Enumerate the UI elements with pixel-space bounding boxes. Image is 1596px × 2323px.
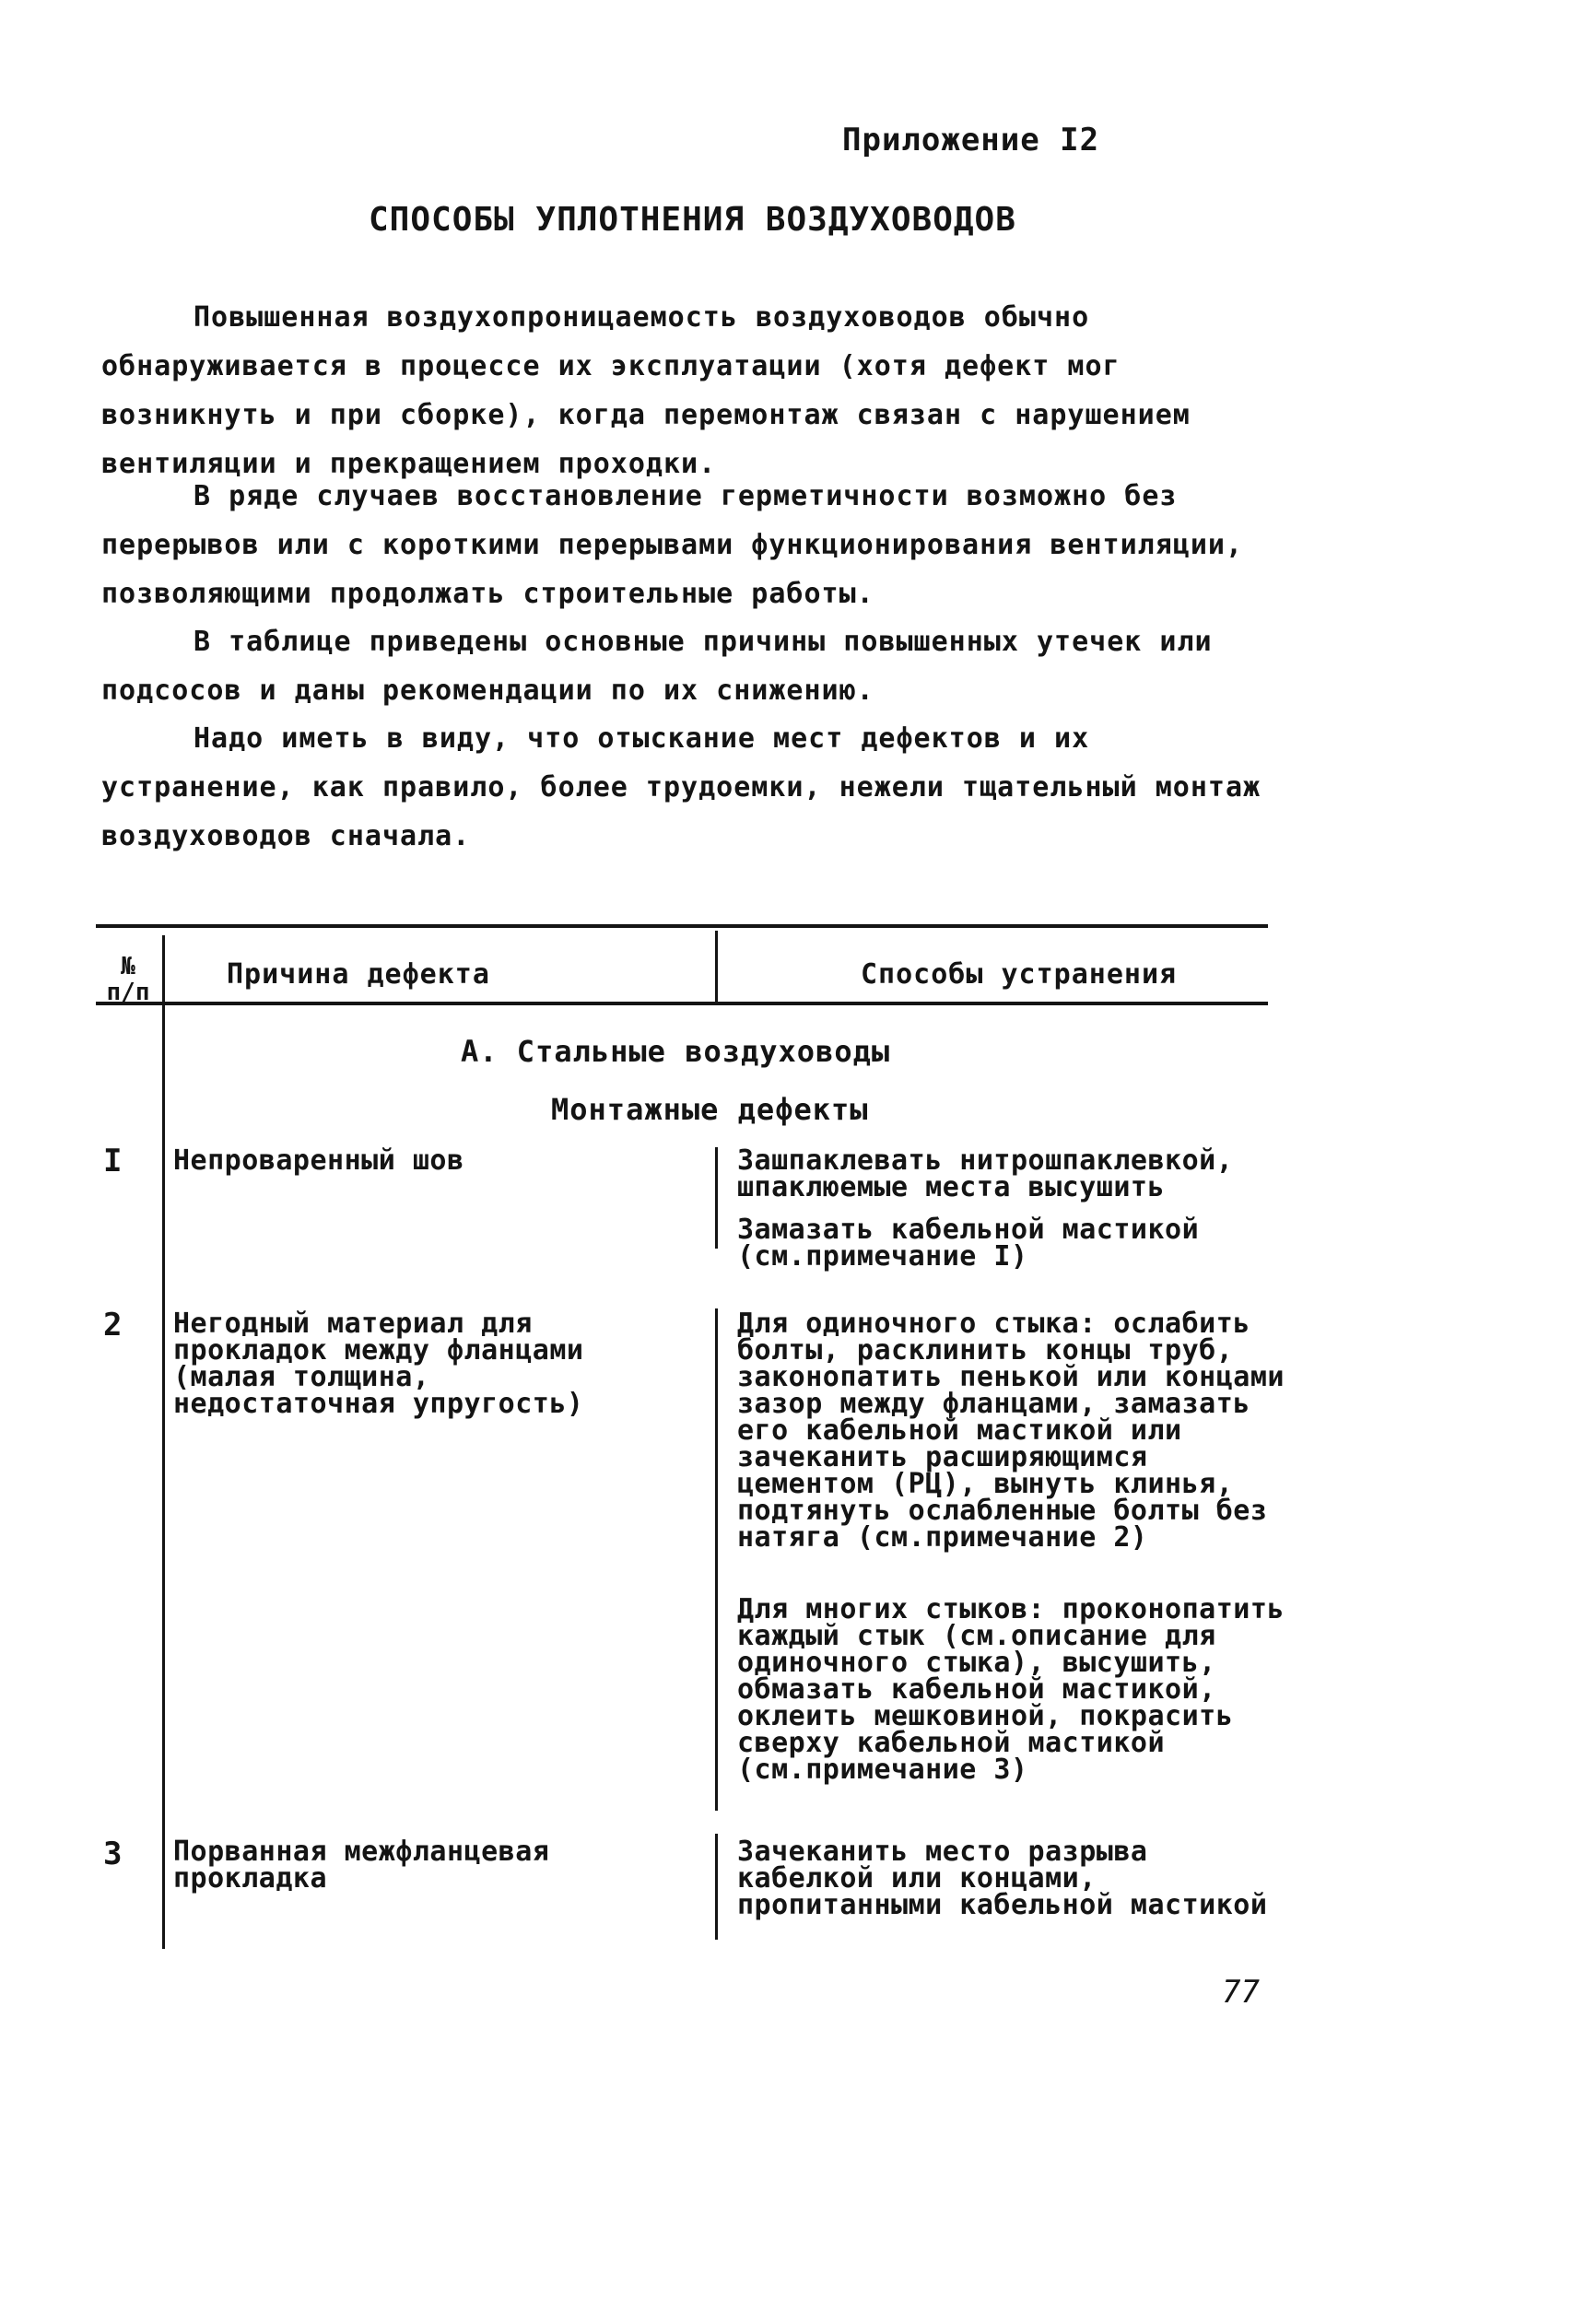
page-number: 77 <box>1222 1974 1260 2011</box>
row-1-remedy-2: Замазать кабельной мастикой (см.примечание I) <box>737 1214 1200 1273</box>
row-3-number: 3 <box>103 1836 123 1872</box>
subsection-title: Монтажные дефекты <box>551 1092 869 1127</box>
column-header-remedy: Способы устранения <box>861 958 1178 991</box>
column-header-cause: Причина дефекта <box>227 958 490 991</box>
table-left-divider <box>162 935 165 1949</box>
row-1-number: I <box>103 1143 123 1179</box>
paragraph-4: Надо иметь в виду, что отыскание мест дефектов и их устранение, как правило, более трудоемки, нежели тщательный монтаж воздуховодов сначала. <box>101 722 1262 852</box>
row-2-remedy-2: Для многих стыков: проконопатить каждый стык (см.описание для одиночного стыка), высушить, обмазать кабельной мастикой, оклеить мешковиной, покрасить сверху кабельной мастикой (см.примечание 3) <box>737 1593 1285 1786</box>
table-header-rule <box>96 1002 1268 1005</box>
table-remedy-divider-2 <box>715 1308 718 1811</box>
table-remedy-divider-1 <box>715 1147 718 1249</box>
paragraph-3: В таблице приведены основные причины повышенных утечек или подсосов и даны рекомендации по их снижению. <box>101 626 1213 707</box>
column-header-number-pp: п/п <box>106 979 150 1006</box>
table-remedy-divider-3 <box>715 1834 718 1940</box>
paragraph-1: Повышенная воздухопроницаемость воздуховодов обычно обнаруживается в процессе их эксплуатации (хотя дефект мог возникнуть и при сборке), когда перемонтаж связан с нарушением вентиляции и прекращением проходки. <box>101 301 1191 480</box>
column-header-number-sign: № <box>121 953 135 980</box>
appendix-label: Приложение I2 <box>842 122 1100 158</box>
row-2-number: 2 <box>103 1307 123 1343</box>
column-header-number <box>96 954 160 1005</box>
row-1-remedy-1: Зашпаклевать нитрошпаклевкой, шпаклюемые места высушить <box>737 1144 1234 1203</box>
document-title: СПОСОБЫ УПЛОТНЕНИЯ ВОЗДУХОВОДОВ <box>369 201 1016 239</box>
section-title: А. Стальные воздуховоды <box>461 1034 891 1069</box>
paragraph-2: В ряде случаев восстановление герметичности возможно без перерывов или с короткими перерывами функционирования вентиляции, позволяющими продолжать строительные работы. <box>101 480 1243 610</box>
table-header-divider <box>715 931 718 1004</box>
row-2-remedy-1: Для одиночного стыка: ослабить болты, расклинить концы труб, законопатить пенькой или концами зазор между фланцами, замазать его кабельной мастикой или зачеканить расширяющимся цементом (РЦ), вынуть клинья, подтянуть ослабленные болты без натяга (см.примечание 2) <box>737 1308 1285 1554</box>
row-3-remedy-1: Зачеканить место разрыва кабелкой или концами, пропитанными кабельной мастикой <box>737 1836 1268 1921</box>
row-3-cause: Порванная межфланцевая прокладка <box>173 1836 550 1895</box>
row-1-cause: Непроваренный шов <box>173 1144 464 1177</box>
row-2-cause: Негодный материал для прокладок между фланцами (малая толщина, недостаточная упругость) <box>173 1308 584 1420</box>
table-top-rule <box>96 924 1268 928</box>
